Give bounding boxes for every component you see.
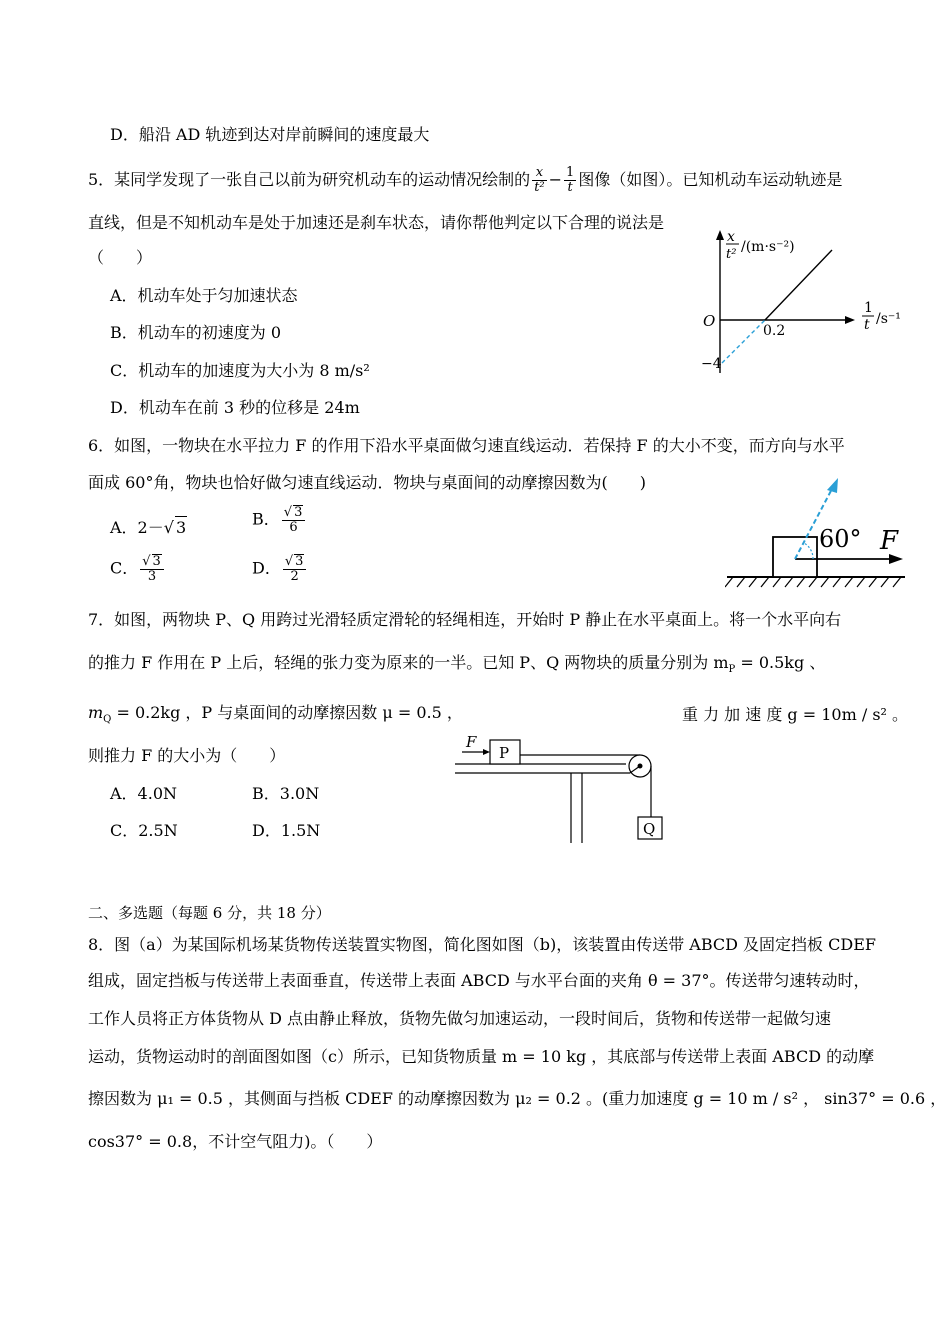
q8-line5: 擦因数为 μ₁ = 0.5 ，其侧面与挡板 CDEF 的动摩擦因数为 μ₂ = 0.2 。(重力加速度 g = 10 m / s² ， sin37° = 0.6 ， [88, 1089, 947, 1108]
q6-option-d: D． $\frac{√ 3}{2}$ [252, 554, 308, 584]
q7-pulley-figure [450, 733, 670, 845]
q7-option-c: C．2.5N [110, 821, 178, 840]
q7-block-q-label: Q [643, 820, 656, 838]
q5-option-c: C．机动车的加速度为大小为 8 m/s² [110, 361, 370, 380]
q5-y-unit: /(m·s⁻²) [741, 239, 795, 255]
q5-origin: O [703, 312, 716, 330]
q6-option-c: C． $\frac{√ 3}{3}$ [110, 554, 166, 584]
q5-stem-pre: 5．某同学发现了一张自己以前为研究机动车的运动情况绘制的 [88, 170, 531, 189]
q7-gravity-text: 重 力 加 速 度 g = 10m / s² 。 [682, 705, 909, 724]
q5-y-axis-arrow [716, 230, 724, 240]
q5-stem-line2: 直线，但是不知机动车是处于加速还是刹车状态，请你帮他判定以下合理的说法是 [88, 213, 665, 232]
q6-force-label: F [880, 526, 899, 556]
q6-stem-line1: 6．如图，一物块在水平拉力 F 的作用下沿水平桌面做匀速直线运动．若保持 F 的大小不变，而方向与水平 [88, 436, 845, 455]
q5-x-num: 1 [864, 300, 873, 316]
q8-line3: 工作人员将正方体货物从 D 点由静止释放，货物先做匀加速运动，一段时间后，货物和传送带一起做匀速 [88, 1009, 832, 1028]
q5-y-den: t² [726, 247, 737, 262]
q7-option-a: A．4.0N [110, 784, 178, 803]
q5-x-unit: /s⁻¹ [876, 311, 901, 327]
q6-ground-hatching [725, 577, 901, 587]
q6-option-a: A．2－√ 3 [110, 518, 187, 537]
q5-y-num: x [727, 229, 735, 245]
q5-option-b: B．机动车的初速度为 0 [110, 323, 282, 342]
q5-minus: − [548, 170, 563, 189]
q7-push-force-arrowhead [483, 749, 490, 755]
q6-angled-force-arrowhead [827, 478, 838, 493]
q8-line1: 8．图（a）为某国际机场某货物传送装置实物图，简化图如图（b)，该装置由传送带 ABCD 及固定挡板 CDEF [88, 935, 876, 954]
q6-option-b: B． $\frac{√ 3}{6}$ [252, 505, 307, 535]
q5-graph-figure [695, 228, 910, 378]
q5-x-den: t [864, 317, 870, 333]
q8-line4: 运动，货物运动时的剖面图如图（c）所示，已知货物质量 m = 10 kg ，其底部与传送带上表面 ABCD 的动摩 [88, 1047, 875, 1066]
q7-stem-line4: 则推力 F 的大小为（ ） [88, 746, 286, 765]
q5-stem-post: 图像（如图）。已知机动车运动轨迹是 [578, 170, 843, 189]
q5-solid-line [765, 250, 832, 320]
q7-stem-line1: 7．如图，两物块 P、Q 用跨过光滑轻质定滑轮的轻绳相连，开始时 P 静止在水平桌面上。将一个水平向右 [88, 610, 842, 629]
q6-stem-line2: 面成 60°角，物块也恰好做匀速直线运动．物块与桌面间的动摩擦因数为( ) [88, 473, 646, 492]
q7-option-b: B．3.0N [252, 784, 320, 803]
q7-stem-line3: $m_Q = 0.2kg$ ，P 与桌面间的动摩擦因数 μ = 0.5 ， [88, 703, 463, 726]
q6-block-figure [725, 475, 910, 595]
q4-option-d: D．船沿 AD 轨迹到达对岸前瞬间的速度最大 [110, 125, 430, 144]
q6-angle-label: 60° [819, 525, 862, 553]
section-2-title: 二、多选题（每题 6 分，共 18 分） [88, 904, 331, 922]
q5-frac-x-t2: $\frac{x}{\text{t²}}$ [534, 165, 545, 195]
q5-x-mark: 0.2 [763, 323, 786, 339]
q7-block-p-label: P [499, 744, 510, 762]
q5-dashed-extension [722, 320, 765, 363]
q5-option-a: A．机动车处于匀加速状态 [110, 286, 298, 305]
q7-force-label: F [466, 733, 477, 751]
q8-line2: 组成，固定挡板与传送带上表面垂直，传送带上表面 ABCD 与水平台面的夹角 θ = 37°。传送带匀速转动时， [88, 971, 870, 990]
q8-line6: cos37° = 0.8，不计空气阻力)。（ ） [88, 1132, 383, 1151]
q7-option-d: D．1.5N [252, 821, 321, 840]
q5-y-mark: −4 [701, 356, 722, 372]
q5-paren: （ ） [88, 248, 153, 267]
q5-frac-1-t: $\frac{1}{t}$ [566, 165, 575, 195]
q7-stem-line2: 的推力 F 作用在 P 上后，轻绳的张力变为原来的一半。已知 P、Q 两物块的质量分别为 $m_P = 0.5kg$ 、 [88, 653, 826, 676]
q5-option-d: D．机动车在前 3 秒的位移是 24m [110, 398, 360, 417]
q5-stem-line1 [88, 166, 842, 195]
q5-x-axis-arrow [845, 316, 855, 324]
